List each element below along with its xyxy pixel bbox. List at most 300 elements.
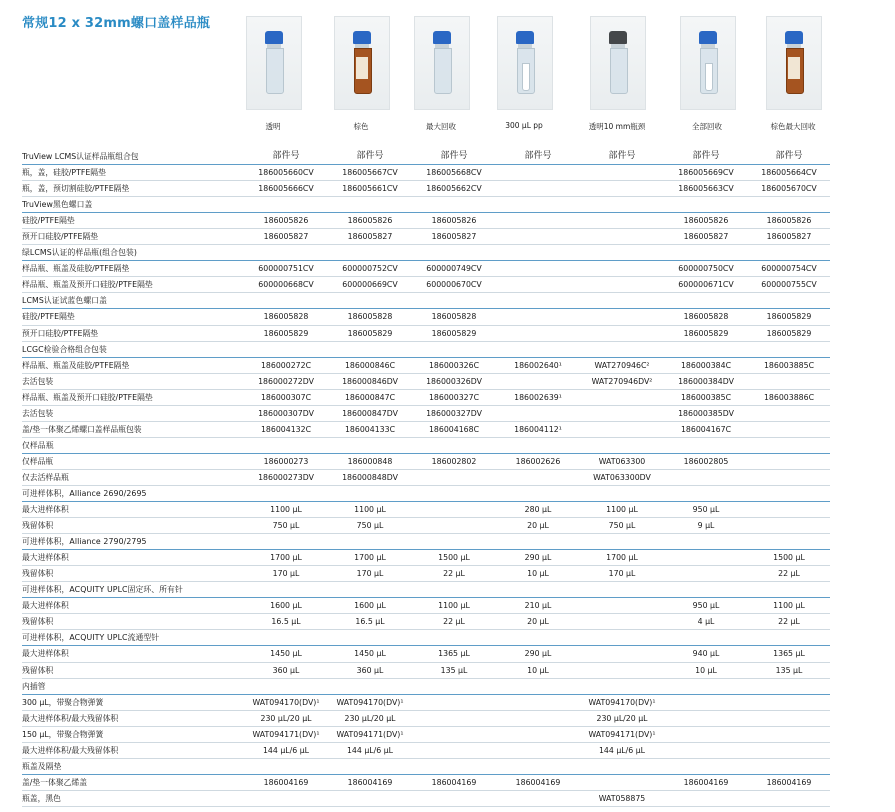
row-label: 样品瓶、瓶盖及预开口硅胶/PTFE隔垫 xyxy=(22,389,244,405)
table-cell: 1365 µL xyxy=(748,646,830,662)
table-cell xyxy=(412,469,496,485)
table-cell: 1100 µL xyxy=(244,502,328,518)
table-cell: 186000326DV xyxy=(412,373,496,389)
table-cell: 950 µL xyxy=(664,502,748,518)
table-cell: 186005828 xyxy=(244,309,328,325)
table-row xyxy=(22,357,830,373)
table-cell: 600000749CV xyxy=(412,261,496,277)
vial-image xyxy=(334,16,390,110)
table-cell xyxy=(748,485,830,501)
table-section-row xyxy=(22,534,830,550)
row-label: 可进样体积，Alliance 2690/2695 xyxy=(22,485,244,501)
table-cell: 186002802 xyxy=(412,453,496,469)
table-row xyxy=(22,309,830,325)
table-cell xyxy=(496,181,580,197)
table-cell: 600000668CV xyxy=(244,277,328,293)
table-cell xyxy=(412,341,496,357)
table-cell xyxy=(496,469,580,485)
table-cell xyxy=(496,261,580,277)
page-title: 常规12 x 32mm螺口盖样品瓶 xyxy=(22,16,211,31)
table-cell: 230 µL/20 µL xyxy=(328,710,412,726)
table-cell: 186004169 xyxy=(328,774,412,790)
table-cell: 186000272C xyxy=(244,357,328,373)
table-cell: 1500 µL xyxy=(748,550,830,566)
table-cell: 186005828 xyxy=(328,309,412,325)
table-cell xyxy=(244,630,328,646)
table-cell: 1700 µL xyxy=(244,550,328,566)
vial-cap xyxy=(699,31,717,44)
row-label: TruView黑色螺口盖 xyxy=(22,197,244,213)
table-cell xyxy=(244,534,328,550)
table-row xyxy=(22,598,830,614)
vial-label: 透明 xyxy=(265,122,281,131)
table-cell: 186003886C xyxy=(748,389,830,405)
table-cell: 10 µL xyxy=(496,662,580,678)
row-label: 瓶盖及隔垫 xyxy=(22,758,244,774)
table-cell: 186005667CV xyxy=(328,165,412,181)
vial-body xyxy=(266,48,284,94)
table-cell xyxy=(664,678,748,694)
vial-image xyxy=(680,16,736,110)
table-cell xyxy=(748,534,830,550)
vial-body xyxy=(700,48,718,94)
table-cell xyxy=(328,534,412,550)
table-cell: 186005661CV xyxy=(328,181,412,197)
table-cell: 1450 µL xyxy=(328,646,412,662)
table-cell: 186005663CV xyxy=(664,181,748,197)
table-cell xyxy=(496,710,580,726)
table-cell xyxy=(496,229,580,245)
table-cell: 186000847DV xyxy=(328,405,412,421)
table-cell: 186000273DV xyxy=(244,469,328,485)
table-row xyxy=(22,694,830,710)
table-cell: 186005827 xyxy=(412,229,496,245)
row-label: 150 µL，带聚合物弹簧 xyxy=(22,726,244,742)
row-label: 最大进样体积 xyxy=(22,646,244,662)
table-cell xyxy=(244,293,328,309)
table-cell: 186005829 xyxy=(748,325,830,341)
table-cell xyxy=(496,694,580,710)
table-cell: 186005827 xyxy=(328,229,412,245)
table-cell xyxy=(244,678,328,694)
table-cell xyxy=(664,485,748,501)
table-row xyxy=(22,774,830,790)
table-cell xyxy=(580,614,664,630)
table-cell: 186002640¹ xyxy=(496,357,580,373)
table-cell xyxy=(328,758,412,774)
table-cell: 186005826 xyxy=(244,213,328,229)
table-cell xyxy=(580,662,664,678)
table-cell xyxy=(580,309,664,325)
table-cell: 22 µL xyxy=(748,614,830,630)
table-row xyxy=(22,277,830,293)
table-cell: 1100 µL xyxy=(580,502,664,518)
row-label: 最大进样体积 xyxy=(22,598,244,614)
vial-cap xyxy=(265,31,283,44)
table-cell xyxy=(748,245,830,261)
table-cell: 290 µL xyxy=(496,646,580,662)
table-cell: 10 µL xyxy=(496,566,580,582)
table-row xyxy=(22,662,830,678)
table-cell: 186005669CV xyxy=(664,165,748,181)
table-cell xyxy=(580,341,664,357)
row-label: 样品瓶、瓶盖及硅胶/PTFE隔垫 xyxy=(22,261,244,277)
header-part-number: 部件号 xyxy=(328,149,412,165)
table-cell: 22 µL xyxy=(412,566,496,582)
table-cell xyxy=(412,437,496,453)
table-cell: 360 µL xyxy=(244,662,328,678)
row-label: 仅去活样品瓶 xyxy=(22,469,244,485)
table-cell xyxy=(664,437,748,453)
table-row xyxy=(22,518,830,534)
table-cell xyxy=(328,341,412,357)
table-cell: 186005829 xyxy=(244,325,328,341)
table-cell xyxy=(496,341,580,357)
table-cell xyxy=(664,582,748,598)
row-label: 最大进样体积/最大残留体积 xyxy=(22,742,244,758)
table-cell xyxy=(496,165,580,181)
table-cell: 135 µL xyxy=(748,662,830,678)
table-row xyxy=(22,614,830,630)
header-part-number: 部件号 xyxy=(664,149,748,165)
table-row xyxy=(22,566,830,582)
table-cell: 22 µL xyxy=(412,614,496,630)
table-cell xyxy=(748,469,830,485)
table-cell xyxy=(328,678,412,694)
table-cell: 186000385DV xyxy=(664,405,748,421)
table-cell xyxy=(664,197,748,213)
table-cell: WAT094170(DV)¹ xyxy=(244,694,328,710)
row-label: 残留体积 xyxy=(22,614,244,630)
table-cell xyxy=(580,405,664,421)
row-label: 盖/垫一体聚乙烯盖 xyxy=(22,774,244,790)
table-cell: 186004168C xyxy=(412,421,496,437)
table-cell: 16.5 µL xyxy=(244,614,328,630)
row-label: 硅胶/PTFE隔垫 xyxy=(22,309,244,325)
table-cell: 186000327C xyxy=(412,389,496,405)
table-cell: 135 µL xyxy=(412,662,496,678)
vial-label: 300 µL pp xyxy=(505,121,543,130)
table-cell xyxy=(412,582,496,598)
table-cell: 170 µL xyxy=(328,566,412,582)
table-cell xyxy=(244,197,328,213)
table-cell: 1700 µL xyxy=(580,550,664,566)
row-label: 可进样体积，ACQUITY UPLC固定环、所有针 xyxy=(22,582,244,598)
table-cell: 144 µL/6 µL xyxy=(244,742,328,758)
table-row xyxy=(22,389,830,405)
table-cell xyxy=(496,534,580,550)
table-cell xyxy=(580,325,664,341)
table-cell: 600000669CV xyxy=(328,277,412,293)
table-cell: WAT270946DV² xyxy=(580,373,664,389)
table-row xyxy=(22,550,830,566)
table-row xyxy=(22,502,830,518)
table-cell xyxy=(412,758,496,774)
table-cell xyxy=(328,437,412,453)
table-cell xyxy=(748,582,830,598)
table-cell xyxy=(244,758,328,774)
table-cell xyxy=(664,534,748,550)
table-cell xyxy=(496,405,580,421)
table-cell: 280 µL xyxy=(496,502,580,518)
table-cell: 186000848 xyxy=(328,453,412,469)
table-cell: 750 µL xyxy=(244,518,328,534)
table-cell: 186004132C xyxy=(244,421,328,437)
table-cell: 186004169 xyxy=(412,774,496,790)
table-cell xyxy=(496,582,580,598)
table-cell: 186005828 xyxy=(412,309,496,325)
vial-label: 最大回收 xyxy=(426,122,456,131)
table-cell: 186005826 xyxy=(748,213,830,229)
table-cell xyxy=(580,229,664,245)
table-cell xyxy=(580,245,664,261)
table-cell: WAT094171(DV)¹ xyxy=(244,726,328,742)
vial-label-patch xyxy=(788,57,800,79)
table-cell: 1450 µL xyxy=(244,646,328,662)
table-cell xyxy=(328,790,412,806)
table-cell xyxy=(580,261,664,277)
row-label: 仅样品瓶 xyxy=(22,453,244,469)
table-cell: 750 µL xyxy=(328,518,412,534)
table-cell: 186000385C xyxy=(664,389,748,405)
table-section-row xyxy=(22,758,830,774)
table-cell xyxy=(748,726,830,742)
row-label: 样品瓶、瓶盖及预开口硅胶/PTFE隔垫 xyxy=(22,277,244,293)
row-label: 预开口硅胶/PTFE隔垫 xyxy=(22,325,244,341)
table-cell xyxy=(664,245,748,261)
table-cell: 940 µL xyxy=(664,646,748,662)
table-cell xyxy=(580,277,664,293)
table-cell: 1700 µL xyxy=(328,550,412,566)
table-cell xyxy=(748,678,830,694)
table-cell xyxy=(412,534,496,550)
table-cell: 186005670CV xyxy=(748,181,830,197)
table-cell xyxy=(664,790,748,806)
table-cell: WAT094171(DV)¹ xyxy=(580,726,664,742)
table-cell: WAT058875 xyxy=(580,790,664,806)
row-label: 去活包装 xyxy=(22,405,244,421)
vial-image xyxy=(590,16,646,110)
table-cell: WAT094170(DV)¹ xyxy=(328,694,412,710)
table-cell xyxy=(748,373,830,389)
table-row xyxy=(22,453,830,469)
table-cell: 186004169 xyxy=(748,774,830,790)
table-cell xyxy=(748,790,830,806)
vial-label-patch xyxy=(356,57,368,79)
table-row xyxy=(22,261,830,277)
table-cell xyxy=(496,213,580,229)
table-cell xyxy=(748,758,830,774)
table-cell: 1100 µL xyxy=(748,598,830,614)
table-cell xyxy=(580,678,664,694)
table-section-row xyxy=(22,197,830,213)
table-cell xyxy=(496,437,580,453)
table-cell xyxy=(244,485,328,501)
table-cell xyxy=(496,245,580,261)
table-cell: 170 µL xyxy=(580,566,664,582)
table-cell: 290 µL xyxy=(496,550,580,566)
vial-label: 棕色 xyxy=(353,122,369,131)
row-label: 绿LCMS认证的样品瓶(组合包装) xyxy=(22,245,244,261)
table-cell: 186000384DV xyxy=(664,373,748,389)
table-cell: 9 µL xyxy=(664,518,748,534)
table-cell: 186005826 xyxy=(328,213,412,229)
table-cell: 186000273 xyxy=(244,453,328,469)
vial-image xyxy=(497,16,553,110)
table-row xyxy=(22,325,830,341)
table-cell xyxy=(496,309,580,325)
table-cell xyxy=(328,630,412,646)
table-cell xyxy=(664,630,748,646)
table-cell: 186005829 xyxy=(664,325,748,341)
table-cell xyxy=(412,245,496,261)
table-row xyxy=(22,165,830,181)
table-cell: 186005829 xyxy=(412,325,496,341)
table-cell: 186005827 xyxy=(664,229,748,245)
table-cell: 16.5 µL xyxy=(328,614,412,630)
table-cell xyxy=(580,293,664,309)
table-cell: 600000671CV xyxy=(664,277,748,293)
row-label: 300 µL，带聚合物弹簧 xyxy=(22,694,244,710)
vial-spec-table xyxy=(22,149,830,807)
table-cell xyxy=(244,245,328,261)
vial-body xyxy=(517,48,535,94)
table-cell: 186004133C xyxy=(328,421,412,437)
table-cell: 186005664CV xyxy=(748,165,830,181)
vial-cap xyxy=(609,31,627,44)
table-row xyxy=(22,213,830,229)
vial-cap xyxy=(785,31,803,44)
table-cell xyxy=(412,742,496,758)
table-cell xyxy=(748,710,830,726)
row-label: 样品瓶、瓶盖及硅胶/PTFE隔垫 xyxy=(22,357,244,373)
table-cell xyxy=(412,293,496,309)
table-section-row xyxy=(22,437,830,453)
row-label: 预开口硅胶/PTFE隔垫 xyxy=(22,229,244,245)
table-cell: 1600 µL xyxy=(244,598,328,614)
table-cell: 186005829 xyxy=(328,325,412,341)
table-cell xyxy=(496,277,580,293)
table-header-row xyxy=(22,149,830,165)
table-cell: 186005662CV xyxy=(412,181,496,197)
row-label: 最大进样体积 xyxy=(22,550,244,566)
table-cell xyxy=(664,742,748,758)
table-row xyxy=(22,405,830,421)
table-row xyxy=(22,790,830,806)
vial-cap xyxy=(516,31,534,44)
header-part-number: 部件号 xyxy=(748,149,830,165)
row-label: 残留体积 xyxy=(22,662,244,678)
header-part-number: 部件号 xyxy=(412,149,496,165)
table-cell xyxy=(748,694,830,710)
table-cell xyxy=(580,758,664,774)
row-label: 仅样品瓶 xyxy=(22,437,244,453)
table-cell: 600000754CV xyxy=(748,261,830,277)
table-cell xyxy=(580,774,664,790)
table-cell: 1365 µL xyxy=(412,646,496,662)
table-cell: 186005827 xyxy=(748,229,830,245)
table-cell: WAT270946C² xyxy=(580,357,664,373)
table-cell: 186004167C xyxy=(664,421,748,437)
table-cell xyxy=(664,566,748,582)
table-cell xyxy=(496,790,580,806)
table-row xyxy=(22,646,830,662)
table-row xyxy=(22,710,830,726)
table-cell: 186000846C xyxy=(328,357,412,373)
table-cell: 186002639¹ xyxy=(496,389,580,405)
table-cell xyxy=(328,245,412,261)
table-cell xyxy=(748,630,830,646)
vial-body xyxy=(610,48,628,94)
table-cell xyxy=(412,694,496,710)
table-cell xyxy=(664,469,748,485)
table-cell xyxy=(748,421,830,437)
row-label: 瓶，盖，预切割硅胶/PTFE隔垫 xyxy=(22,181,244,197)
table-cell: WAT063300DV xyxy=(580,469,664,485)
table-section-row xyxy=(22,678,830,694)
table-cell xyxy=(412,710,496,726)
table-cell xyxy=(412,518,496,534)
table-cell xyxy=(496,293,580,309)
vial-label: 透明10 mm瓶颈 xyxy=(588,122,646,131)
table-cell: 186000327DV xyxy=(412,405,496,421)
table-cell xyxy=(496,630,580,646)
table-cell: 210 µL xyxy=(496,598,580,614)
table-cell xyxy=(580,213,664,229)
table-row xyxy=(22,469,830,485)
table-cell xyxy=(496,485,580,501)
table-cell xyxy=(412,197,496,213)
table-cell xyxy=(496,758,580,774)
table-cell: 186005826 xyxy=(664,213,748,229)
vial-image xyxy=(766,16,822,110)
table-cell xyxy=(496,373,580,389)
table-cell xyxy=(748,293,830,309)
table-cell xyxy=(580,165,664,181)
table-cell xyxy=(328,197,412,213)
table-cell xyxy=(664,758,748,774)
table-row xyxy=(22,373,830,389)
table-cell: 600000670CV xyxy=(412,277,496,293)
table-cell xyxy=(580,421,664,437)
table-cell: 230 µL/20 µL xyxy=(244,710,328,726)
table-cell: 186005828 xyxy=(664,309,748,325)
table-cell: 600000751CV xyxy=(244,261,328,277)
table-cell: 186000307DV xyxy=(244,405,328,421)
row-label: 瓶盖，黑色 xyxy=(22,790,244,806)
table-cell: 186004169 xyxy=(496,774,580,790)
table-cell: 186003885C xyxy=(748,357,830,373)
table-cell: 186005826 xyxy=(412,213,496,229)
table-row xyxy=(22,181,830,197)
row-label: 最大进样体积 xyxy=(22,502,244,518)
table-row xyxy=(22,726,830,742)
table-cell: 186000846DV xyxy=(328,373,412,389)
table-cell: 186005829 xyxy=(748,309,830,325)
table-cell xyxy=(580,181,664,197)
vial-body xyxy=(434,48,452,94)
table-cell xyxy=(748,742,830,758)
table-cell: 186005827 xyxy=(244,229,328,245)
vial-label: 棕色最大回收 xyxy=(770,122,816,131)
table-cell xyxy=(664,726,748,742)
table-cell: 600000752CV xyxy=(328,261,412,277)
table-cell xyxy=(496,197,580,213)
table-cell xyxy=(580,389,664,405)
table-cell xyxy=(748,197,830,213)
vial-label: 全部回收 xyxy=(692,122,722,131)
vial-image xyxy=(414,16,470,110)
